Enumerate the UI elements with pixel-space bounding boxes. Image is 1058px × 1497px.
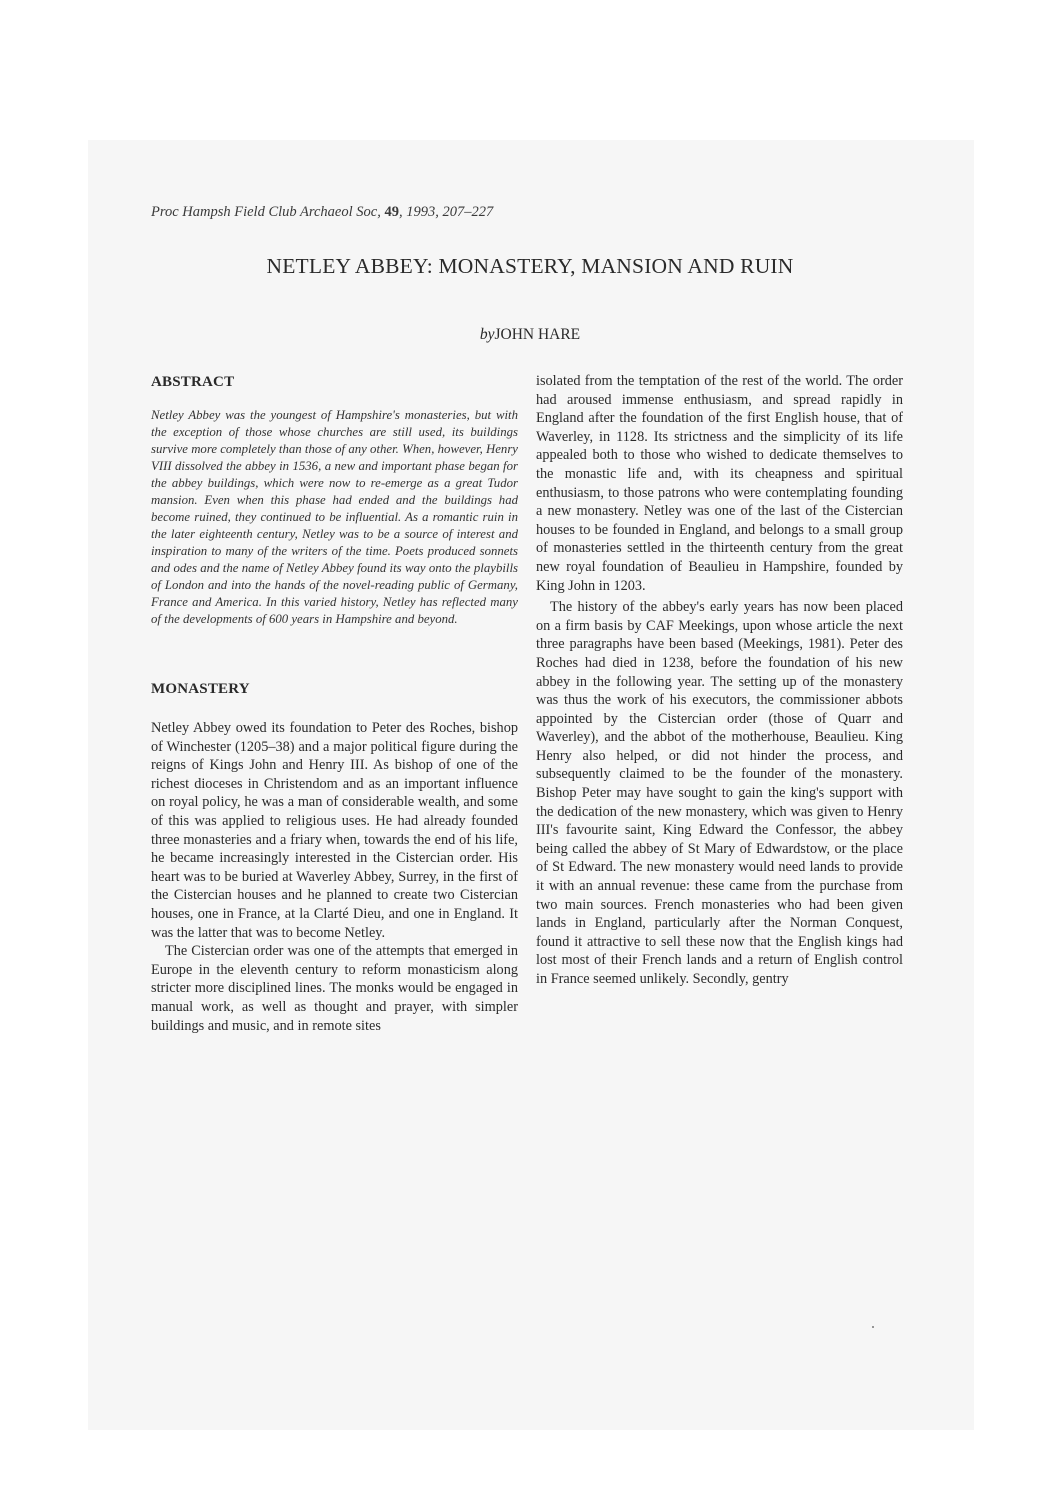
monastery-heading: MONASTERY: [151, 681, 250, 697]
citation-volume: 49: [384, 204, 399, 220]
byline: [150, 326, 910, 344]
right-paragraph-1: isolated from the temptation of the rest of the world. The order had aroused immense enthusiasm, and spread rapidly in England after the foundation of the first English house, that of Waverley, in 1128. Its strictness and the simplicity of its life appealed both to those who wished to dedicate themselves to the monastic life and, with its cheapness and spiritual enthusiasm, to those patrons who were contemplating founding a new monastery. Netley was one of the last of the Cistercian houses to be founded in England, and belongs to a small group of monasteries settled in the thirteenth century from the great new royal foundation of Beaulieu in Hampshire, founded by King John in 1203.: [536, 373, 903, 594]
author-name: JOHN HARE: [494, 326, 581, 343]
journal-citation: [151, 204, 493, 221]
monastery-paragraph-1: Netley Abbey owed its foundation to Peter des Roches, bishop of Winchester (1205–38) and a major political figure during the reigns of Kings John and Henry III. As bishop of one of the richest dioceses in Christendom and as an important influence on royal policy, he was a man of considerable wealth, and some of this was applied to religious uses. He had already founded three monasteries and a friary when, towards the end of his life, he became increasingly interested in the Cistercian order. His heart was to be buried at Waverley Abbey, Surrey, in the first of the Cistercian houses and he planned to create two Cistercian houses, one in France, at la Clarté Dieu, and one in England. It was the latter that was to become Netley.: [151, 720, 518, 941]
scan-speck: [872, 1326, 874, 1328]
article-title: NETLEY ABBEY: MONASTERY, MANSION AND RUIN: [266, 254, 794, 278]
left-column: [151, 372, 518, 1035]
citation-pages: , 1993, 207–227: [398, 204, 494, 220]
monastery-paragraph-2: The Cistercian order was one of the attempts that emerged in Europe in the eleventh century to reform monasticism along stricter more disciplined lines. The monks would be engaged in manual work, as well as thought and prayer, with simpler buildings and music, and in remote sites: [151, 943, 518, 1034]
citation-journal: Proc Hampsh Field Club Archaeol Soc,: [151, 204, 381, 220]
byline-by: by: [479, 326, 495, 343]
right-column: [536, 372, 903, 989]
abstract-text: Netley Abbey was the youngest of Hampshire's monasteries, but with the exception of those whose churches are still used, its buildings survive more completely than those of any other. When, however, Henry VIII dissolved the abbey in 1536, a new and important phase began for the abbey buildings, which were now to re-emerge as a great Tudor mansion. Even when this phase had ended and the buildings had become ruined, they continued to be influential. As a romantic ruin in the later eighteenth century, Netley was to be a source of interest and inspiration to many of the writers of the time. Poets produced sonnets and odes and the name of Netley Abbey found its way onto the playbills of London and into the hands of the novel-reading public of Germany, France and America. In this varied history, Netley has reflected many of the developments of 600 years in Hampshire and beyond.: [151, 408, 518, 626]
abstract-heading: ABSTRACT: [151, 374, 235, 390]
right-paragraph-2: The history of the abbey's early years has now been placed on a firm basis by CAF Meekings, upon whose article the next three paragraphs have been based (Meekings, 1981). Peter des Roches had died in 1238, before the foundation of his new abbey in the following year. The setting up of the monastery was thus the work of his executors, the commissioner abbots appointed by the Cistercian order (those of Quarr and Waverley), and the abbot of the motherhouse, Beaulieu. King Henry also helped, or did not hinder the process, and subsequently claimed to be the founder of the monastery. Bishop Peter may have sought to gain the king's support with the dedication of the new monastery, which was given to Henry III's favourite saint, King Edward the Confessor, the abbey being called the abbey of St Mary of Edwardstow, or the place of St Edward. The new monastery would need lands to provide it with an annual revenue: these came from the purchase from two main sources. French monasteries who had been given lands in England, particularly after the Norman Conquest, found it attractive to sell these now that the English kings had lost most of their French lands and a return of English control in France seemed unlikely. Secondly, gentry: [536, 599, 903, 987]
